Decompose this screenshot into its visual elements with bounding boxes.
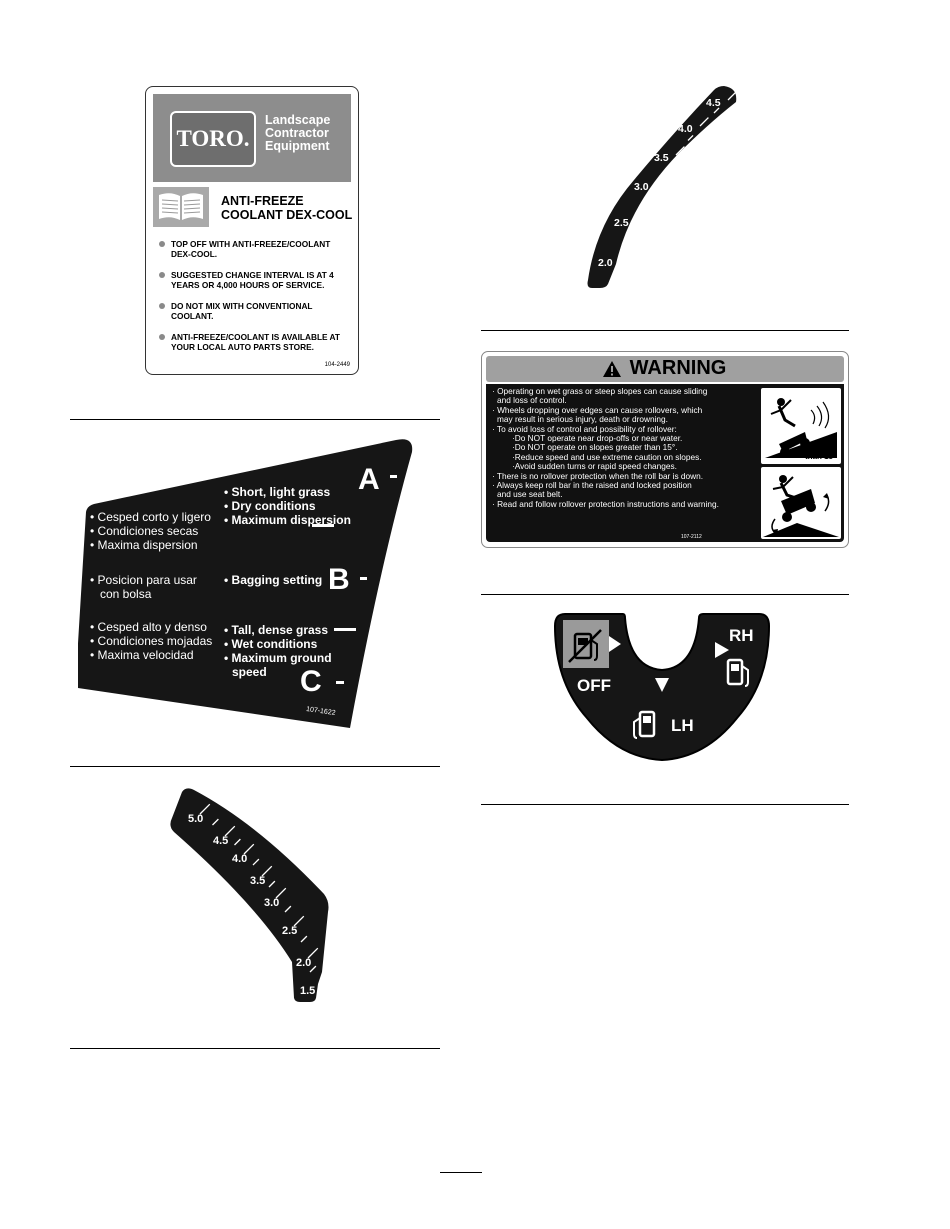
slope-rollover-pictogram bbox=[761, 388, 841, 464]
divider-right-2 bbox=[481, 594, 849, 595]
gauge-left-label: 4.5 bbox=[213, 835, 229, 847]
gauge-right-label: 2.0 bbox=[598, 257, 613, 269]
coolant-decal bbox=[145, 86, 359, 375]
fuel-selector-decal bbox=[553, 612, 771, 762]
gauge-right-label: 3.5 bbox=[654, 152, 669, 164]
decal-header bbox=[153, 94, 351, 182]
part-number: 107-2112 bbox=[681, 534, 702, 540]
brand-tagline: Landscape Contractor Equipment bbox=[265, 113, 331, 153]
english-text-c: • Tall, dense grass • Wet conditions • Maximum ground speed bbox=[224, 623, 332, 679]
divider-left-3 bbox=[70, 1048, 440, 1049]
setting-letter-c: C bbox=[300, 665, 322, 698]
list-item: TOP OFF WITH ANTI-FREEZE/COOLANT DEX-COOL. bbox=[156, 239, 351, 259]
divider-right-1 bbox=[481, 330, 849, 331]
gauge-right-label: 4.5 bbox=[706, 97, 721, 109]
fuel-rh-icon bbox=[725, 656, 753, 690]
warning-body bbox=[486, 384, 844, 542]
slope-limit-label: Greater than 15° bbox=[805, 444, 837, 461]
decal-title: ANTI-FREEZE COOLANT DEX-COOL bbox=[221, 194, 353, 222]
english-text-b: • Bagging setting bbox=[224, 573, 323, 587]
divider-left-2 bbox=[70, 766, 440, 767]
list-item: DO NOT MIX WITH CONVENTIONAL COOLANT. bbox=[156, 301, 351, 321]
gauge-right-label: 4.0 bbox=[678, 123, 693, 135]
gauge-right-label: 3.0 bbox=[634, 181, 649, 193]
list-item: ANTI-FREEZE/COOLANT IS AVAILABLE AT YOUR LOCAL AUTO PARTS STORE. bbox=[156, 332, 351, 352]
gauge-left-label: 2.5 bbox=[282, 925, 298, 937]
fuel-off-label: OFF bbox=[577, 676, 611, 695]
setting-letter-a: A bbox=[358, 463, 380, 496]
gauge-right-label: 2.5 bbox=[614, 217, 629, 229]
fuel-rh-label: RH bbox=[729, 626, 754, 645]
divider-right-3 bbox=[481, 804, 849, 805]
part-number: 107-1622 bbox=[305, 705, 336, 718]
divider-left-1 bbox=[70, 419, 440, 420]
toro-logo: TORO. bbox=[170, 111, 256, 167]
gauge-left-label: 2.0 bbox=[296, 957, 312, 969]
spanish-text-c: • Cesped alto y denso • Condiciones mojadas • Maxima velocidad bbox=[90, 620, 213, 662]
rollover-warning-decal bbox=[481, 351, 849, 548]
instruction-list bbox=[156, 239, 351, 363]
manual-book-icon bbox=[153, 187, 209, 227]
gauge-left-label: 1.5 bbox=[300, 985, 316, 997]
spanish-text-a: • Cesped corto y ligero • Condiciones secas • Maxima dispersion bbox=[90, 510, 211, 552]
setting-letter-b: B bbox=[328, 563, 350, 596]
fuel-lh-icon bbox=[631, 708, 659, 742]
warning-title: WARNING bbox=[629, 357, 727, 379]
gauge-right-tick bbox=[636, 212, 644, 220]
english-text-a: • Short, light grass • Dry conditions • Maximum dispersion bbox=[224, 485, 351, 527]
roll-bar-pictogram bbox=[761, 467, 841, 539]
gauge-right-tick bbox=[628, 235, 633, 240]
page-number-rule bbox=[440, 1172, 482, 1173]
fuel-off-icon bbox=[565, 626, 605, 666]
dispersion-decal bbox=[78, 436, 414, 734]
part-number: 104-2449 bbox=[324, 362, 350, 368]
gauge-left-label: 3.5 bbox=[250, 875, 266, 887]
spanish-text-b: • Posicion para usar con bolsa bbox=[90, 573, 197, 601]
warning-text: · Operating on wet grass or steep slopes can cause sliding and loss of control. · Wheels dropping over edges can cause rollovers, which may result in serious injury, death or drowning. · To avoid loss of control and possibility of rollover: ·Do NOT operate near drop-offs or near water. ·Do NOT operate on slopes greater than 15°. ·Reduce speed and use extreme caution on slopes. ·Avoid sudden turns or rapid speed changes. · There is no rollover protection when the roll bar is down. · Always keep roll bar in the raised and locked position and use seat belt. · Read and follow rollover protection instructions and warning. bbox=[492, 386, 719, 509]
gauge-left-label: 4.0 bbox=[232, 853, 248, 865]
gauge-left-label: 5.0 bbox=[188, 813, 204, 825]
warning-header bbox=[486, 356, 844, 382]
gauge-left-label: 3.0 bbox=[264, 897, 280, 909]
list-item: SUGGESTED CHANGE INTERVAL IS AT 4 YEARS OR 4,000 HOURS OF SERVICE. bbox=[156, 270, 351, 290]
gauge-right-tick bbox=[646, 197, 651, 202]
height-gauge-left bbox=[168, 784, 338, 1004]
fuel-lh-label: LH bbox=[671, 716, 694, 735]
height-gauge-right bbox=[586, 84, 741, 290]
